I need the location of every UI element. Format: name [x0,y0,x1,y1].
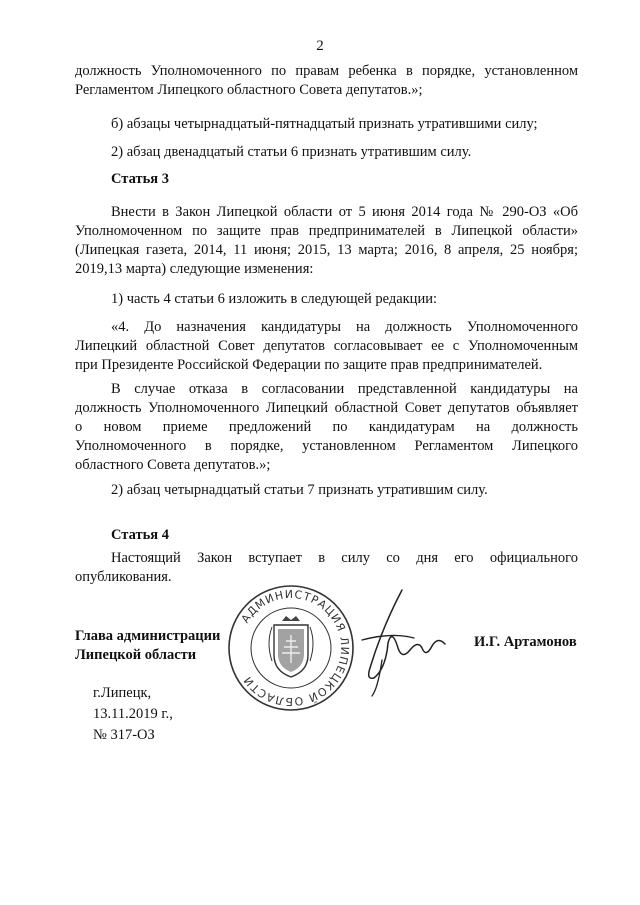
text-line: Регламентом Липецкого областного Совета депутатов.»; [75,82,423,98]
text-line: областного Совета депутатов.»; [75,457,271,473]
signatory-title-line: Глава администрации [75,628,221,644]
text-line: 2019,13 марта) следующие изменения: [75,261,314,277]
paragraph-refusal [75,380,578,475]
paragraph-quote [75,318,578,375]
signatory-title-line: Липецкой области [75,647,197,663]
paragraph-article-4 [75,549,578,587]
text-line: опубликования. [75,569,172,585]
text-line: Внести в Закон Липецкой области от 5 июня 2014 года № 290-ОЗ «Об [111,204,578,220]
paragraph-b: б) абзацы четырнадцатый-пятнадцатый признать утратившими силу; [111,116,538,132]
signatory-name: И.Г. Артамонов [474,634,577,650]
page-number: 2 [316,38,324,54]
law-number: № 317-ОЗ [93,727,155,743]
paragraph-2: 2) абзац двенадцатый статьи 6 признать утратившим силу. [111,144,472,160]
paragraph-article-7: 2) абзац четырнадцатый статьи 7 признать утратившим силу. [111,482,488,498]
handwritten-signature [352,588,447,698]
place-date-block [93,683,173,746]
paragraph-continuation [75,62,578,100]
text-line: Уполномоченного в порядке, установленном Регламентом Липецкого [75,438,578,454]
text-line: (Липецкая газета, 2014, 11 июня; 2015, 13 марта; 2016, 8 апреля, 25 ноября; [75,242,578,258]
coat-of-arms-icon [269,616,313,677]
text-line: Липецкий областной Совет депутатов согласовывает ее с Уполномоченным [75,338,578,354]
city: г.Липецк, [93,685,152,701]
text-line: Уполномоченном по защите прав предпринимателей в Липецкой области» [75,223,578,239]
paragraph-article-3 [75,203,578,279]
text-line: о новом приеме предложений по кандидатурам на должность [75,419,578,435]
paragraph-part-4: 1) часть 4 статьи 6 изложить в следующей редакции: [111,291,437,307]
text-line: должность Уполномоченного по правам ребенка в порядке, установленном [75,63,578,79]
official-seal [226,583,356,713]
text-line: должность Уполномоченного Липецкий областной Совет депутатов объявляет [75,400,578,416]
seal-text: АДМИНИСТРАЦИЯ ЛИПЕЦКОЙ ОБЛАСТИ [238,587,352,709]
article-3-heading: Статья 3 [111,171,169,187]
date: 13.11.2019 г., [93,706,173,722]
text-line: В случае отказа в согласовании представленной кандидатуры на [111,381,578,397]
text-line: Настоящий Закон вступает в силу со дня его официального [111,550,578,566]
article-4-heading: Статья 4 [111,527,169,543]
text-line: при Президенте Российской Федерации по защите прав предпринимателей. [75,357,543,373]
signatory-title [75,627,220,665]
text-line: «4. До назначения кандидатуры на должность Уполномоченного [111,319,578,335]
